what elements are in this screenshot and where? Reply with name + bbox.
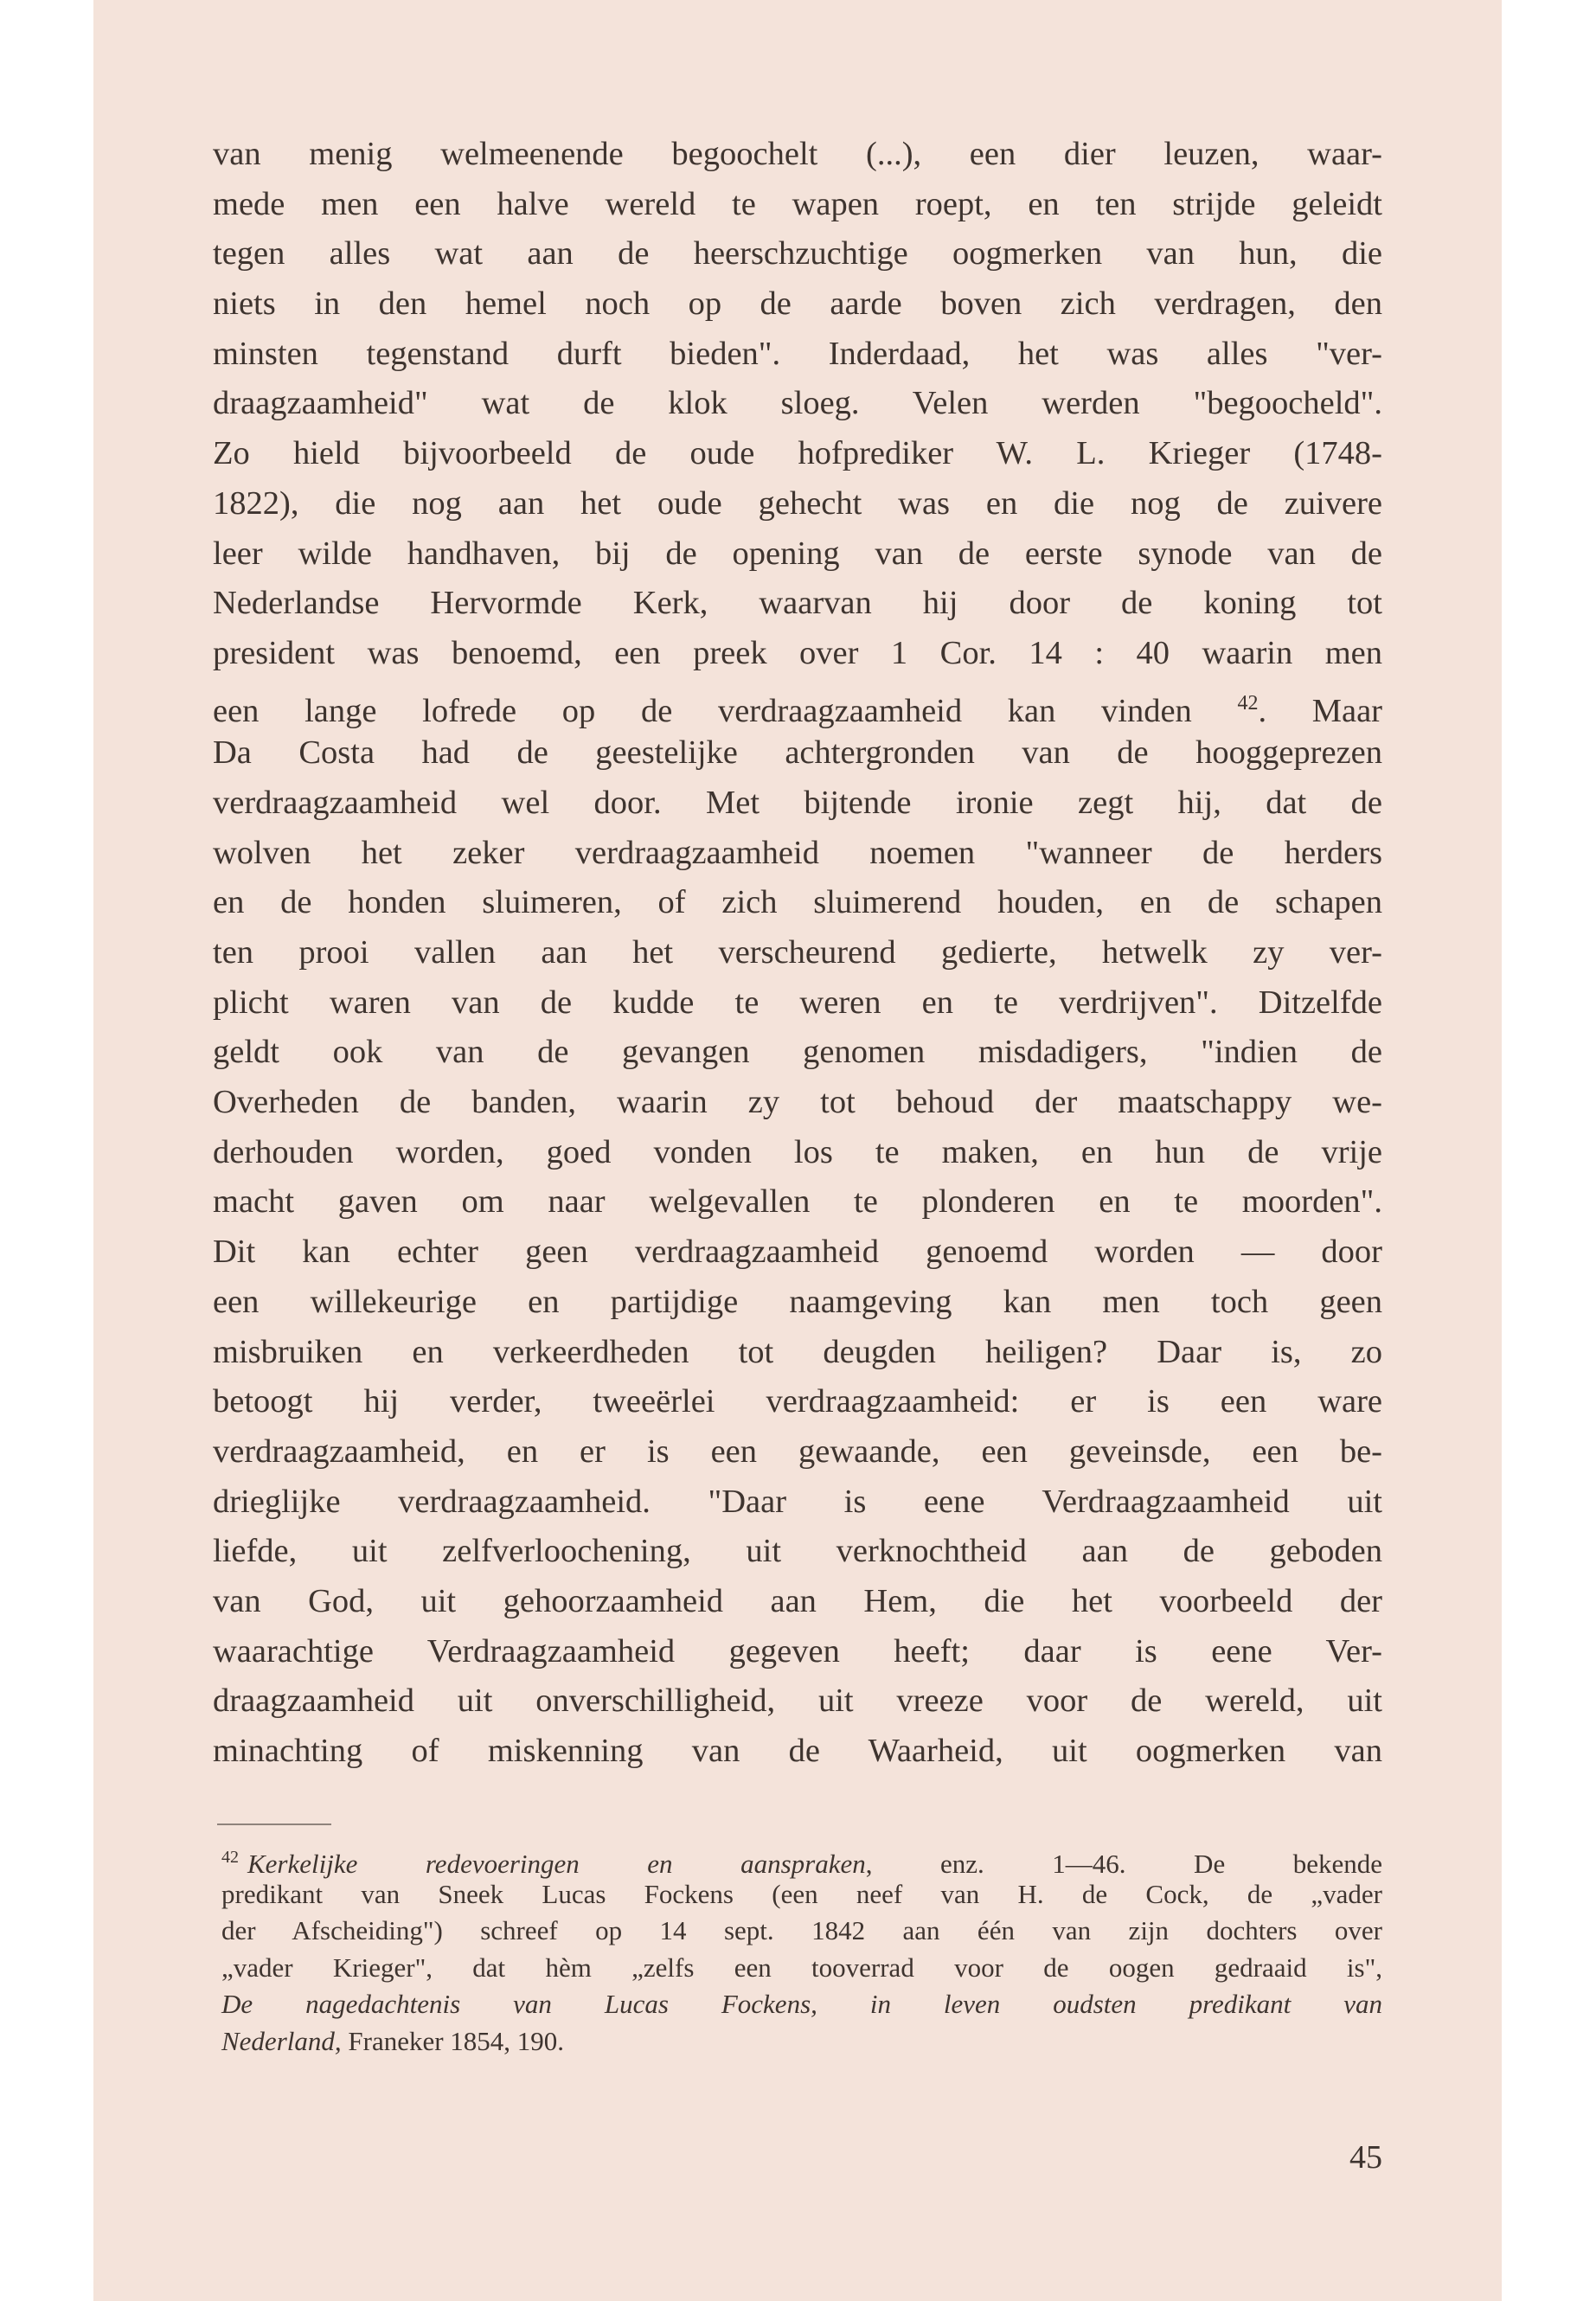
text-line: mede men een halve wereld te wapen roept, en ten strijde geleidt: [213, 185, 1382, 222]
text-line: Overheden de banden, waarin zy tot behoud der maatschappy we-: [213, 1084, 1382, 1121]
text-line: waarachtige Verdraagzaamheid gegeven heeft; daar is eene Ver-: [213, 1632, 1382, 1670]
text-line: verdraagzaamheid wel door. Met bijtende ironie zegt hij, dat de: [213, 784, 1382, 821]
text-line: draagzaamheid uit onverschilligheid, uit vreeze voor de wereld, uit: [213, 1682, 1382, 1720]
footnote-line: [221, 1839, 1382, 1879]
text-segment: . Maar: [1258, 692, 1383, 729]
body-text: [213, 130, 1382, 1777]
text-line: minsten tegenstand durft bieden". Inderdaad, het was alles "ver-: [213, 335, 1382, 372]
footnote-line: [221, 1986, 1382, 2023]
text-line: en de honden sluimeren, of zich sluimerend houden, en de schapen: [213, 884, 1382, 921]
footnote-text: Franeker 1854, 190.: [341, 2025, 565, 2056]
footnote-divider: [217, 1823, 331, 1825]
text-segment: een lange lofrede op de verdraagzaamheid kan vinden: [213, 692, 1192, 729]
text-line: Nederlandse Hervormde Kerk, waarvan hij door de koning tot: [213, 585, 1382, 622]
page-number: 45: [1349, 2139, 1382, 2176]
text-line: een willekeurige en partijdige naamgeving kan men toch geen: [213, 1283, 1382, 1320]
footnote-source-title: Nederland,: [221, 2025, 342, 2056]
footnote-line: „vader Krieger", dat hèm „zelfs een tooverrad voor de oogen gedraaid is",: [221, 1952, 1382, 1983]
footnote-line: [221, 2023, 1382, 2061]
text-line: geldt ook van de gevangen genomen misdadigers, "indien de: [213, 1034, 1382, 1071]
text-line: minachting of miskenning van de Waarheid, uit oogmerken van: [213, 1733, 1382, 1769]
text-line: van God, uit gehoorzaamheid aan Hem, die het voorbeeld der: [213, 1582, 1382, 1619]
text-line: leer wilde handhaven, bij de opening van de eerste synode van de: [213, 535, 1382, 572]
text-line: Zo hield bijvoorbeeld de oude hofprediker W. L. Krieger (1748-: [213, 435, 1382, 472]
text-line: derhouden worden, goed vonden los te maken, en hun de vrije: [213, 1133, 1382, 1170]
text-line: Dit kan echter geen verdraagzaamheid genoemd worden — door: [213, 1234, 1382, 1271]
text-line: Da Costa had de geestelijke achtergronden van de hooggeprezen: [213, 734, 1382, 772]
book-page: [93, 0, 1502, 2301]
text-line: tegen alles wat aan de heerschzuchtige oogmerken van hun, die: [213, 235, 1382, 272]
text-line: liefde, uit zelfverloochening, uit verknochtheid aan de geboden: [213, 1533, 1382, 1570]
footnote-reference: 42: [1237, 691, 1259, 715]
footnote-source-title: De nagedachtenis van Lucas Fockens, in leven oudsten predikant van: [221, 1989, 1382, 2019]
text-line: ten prooi vallen aan het verscheurend gedierte, hetwelk zy ver-: [213, 934, 1382, 971]
text-line: 1822), die nog aan het oude gehecht was en die nog de zuivere: [213, 484, 1382, 522]
footnote-block: [221, 1839, 1382, 2060]
text-line: van menig welmeenende begoochelt (...), een dier leuzen, waar-: [213, 136, 1382, 172]
footnote-number: 42: [221, 1848, 239, 1867]
footnote-line: predikant van Sneek Lucas Fockens (een neef van H. de Cock, de „vader: [221, 1878, 1382, 1909]
text-line: wolven het zeker verdraagzaamheid noemen "wanneer de herders: [213, 834, 1382, 871]
text-line: niets in den hemel noch op de aarde boven zich verdragen, den: [213, 285, 1382, 323]
footnote-text: , enz. 1—46. De bekende: [865, 1849, 1382, 1879]
footnote-title: Kerkelijke redevoeringen en aanspraken: [247, 1849, 866, 1879]
text-line: macht gaven om naar welgevallen te plonderen en te moorden".: [213, 1183, 1382, 1221]
text-line: plicht waren van de kudde te weren en te verdrijven". Ditzelfde: [213, 984, 1382, 1021]
text-line: drieglijke verdraagzaamheid. "Daar is eene Verdraagzaamheid uit: [213, 1483, 1382, 1520]
footnote-line: der Afscheiding") schreef op 14 sept. 1842 aan één van zijn dochters over: [221, 1915, 1382, 1945]
text-line: president was benoemd, een preek over 1 Cor. 14 : 40 waarin men: [213, 634, 1382, 671]
text-line: verdraagzaamheid, en er is een gewaande, een geveinsde, een be-: [213, 1433, 1382, 1470]
text-line: betoogt hij verder, tweeërlei verdraagzaamheid: er is een ware: [213, 1383, 1382, 1420]
text-line-with-footnote-ref: [213, 679, 1382, 729]
text-line: misbruiken en verkeerdheden tot deugden heiligen? Daar is, zo: [213, 1333, 1382, 1370]
text-line: draagzaamheid" wat de klok sloeg. Velen werden "begoocheld".: [213, 385, 1382, 422]
